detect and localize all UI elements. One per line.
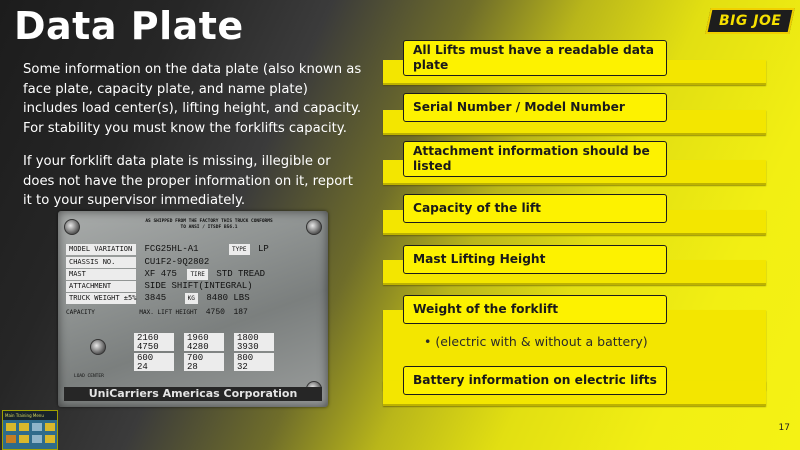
- capacity-cell: 1960 4280: [184, 333, 224, 351]
- plate-value: LP: [258, 244, 269, 254]
- capacity-grid: [134, 333, 274, 371]
- plate-row-chassis: [66, 256, 209, 267]
- checklist-item-weight: Weight of the forklift: [403, 295, 667, 324]
- checklist-item-battery-info: Battery information on electric lifts: [403, 366, 667, 395]
- thumbnail-tile: [6, 435, 16, 443]
- thumbnail-tile: [6, 423, 16, 431]
- manufacturer-banner: UniCarriers Americas Corporation: [64, 387, 322, 401]
- plate-value: CU1F2-9Q2802: [144, 257, 210, 267]
- capacity-cell: 2160 4750: [134, 333, 174, 351]
- checklist-item-mast-height: Mast Lifting Height: [403, 245, 667, 274]
- plate-header: AS SHIPPED FROM THE FACTORY THIS TRUCK CONFORMS TO ANSI / ITSDF B56.1: [145, 219, 273, 230]
- plate-value: 3845: [144, 293, 167, 303]
- plate-value: 187: [233, 308, 248, 317]
- data-plate-image: [58, 211, 328, 407]
- checklist-item-serial-model: Serial Number / Model Number: [403, 93, 667, 122]
- logo-text: BIG JOE: [718, 13, 782, 29]
- slide-title: Data Plate: [14, 4, 244, 48]
- plate-label: LOAD CENTER: [74, 374, 104, 379]
- thumbnail-tile: [19, 423, 29, 431]
- checklist-subitem-battery-note: • (electric with & without a battery): [424, 334, 648, 349]
- big-joe-logo: [705, 8, 795, 34]
- plate-row-model: [66, 243, 269, 254]
- plate-row-mast: [66, 268, 265, 279]
- capacity-cell: 1800 3930: [234, 333, 274, 351]
- rivet-icon: [90, 339, 106, 355]
- page-number: 17: [778, 423, 790, 433]
- plate-label: MAST: [66, 269, 136, 280]
- intro-paragraph: Some information on the data plate (also known as face plate, capacity plate, and name plate) includes load center(s), lifting height, and capacity. For stability you must know the forklifts capacity.: [23, 62, 362, 136]
- plate-value: 8480 LBS: [206, 293, 250, 303]
- plate-label: CHASSIS NO.: [66, 257, 136, 268]
- rivet-icon: [306, 219, 322, 235]
- checklist-item-attachment: Attachment information should be listed: [403, 141, 667, 177]
- plate-label: TRUCK WEIGHT ±5%: [66, 293, 136, 304]
- main-training-menu-thumbnail[interactable]: [2, 410, 58, 450]
- checklist-item-capacity: Capacity of the lift: [403, 194, 667, 223]
- warning-paragraph: If your forklift data plate is missing, illegible or does not have the proper information on it, report it to your supervisor immediately.: [23, 154, 353, 208]
- plate-label: ATTACHMENT: [66, 281, 136, 292]
- plate-label: KG: [185, 293, 198, 304]
- plate-row-capacity: [66, 306, 248, 317]
- thumbnail-label: Main Training Menu: [3, 411, 57, 420]
- plate-value: 4750: [205, 308, 225, 317]
- checklist-item-readable-plate: All Lifts must have a readable data plate: [403, 40, 667, 76]
- plate-row-attachment: [66, 280, 253, 291]
- rivet-icon: [64, 219, 80, 235]
- load-center-cell: 800 32: [234, 353, 274, 371]
- thumbnail-tile: [32, 423, 42, 431]
- load-center-cell: 600 24: [134, 353, 174, 371]
- plate-value: XF 475: [144, 269, 177, 279]
- thumbnail-tile: [45, 435, 55, 443]
- plate-value: FCG25HL-A1: [144, 244, 199, 254]
- plate-label: TYPE: [229, 244, 249, 255]
- plate-label: MAX. LIFT HEIGHT: [139, 309, 198, 316]
- thumbnail-tile: [19, 435, 29, 443]
- plate-label: CAPACITY: [66, 309, 95, 316]
- load-center-cell: 700 28: [184, 353, 224, 371]
- plate-label: MODEL VARIATION: [66, 244, 136, 255]
- plate-value: SIDE SHIFT(INTEGRAL): [144, 281, 253, 291]
- plate-row-weight: [66, 292, 250, 303]
- plate-label: TIRE: [187, 269, 207, 280]
- thumbnail-tile: [45, 423, 55, 431]
- plate-value: STD TREAD: [216, 269, 266, 279]
- thumbnail-tile: [32, 435, 42, 443]
